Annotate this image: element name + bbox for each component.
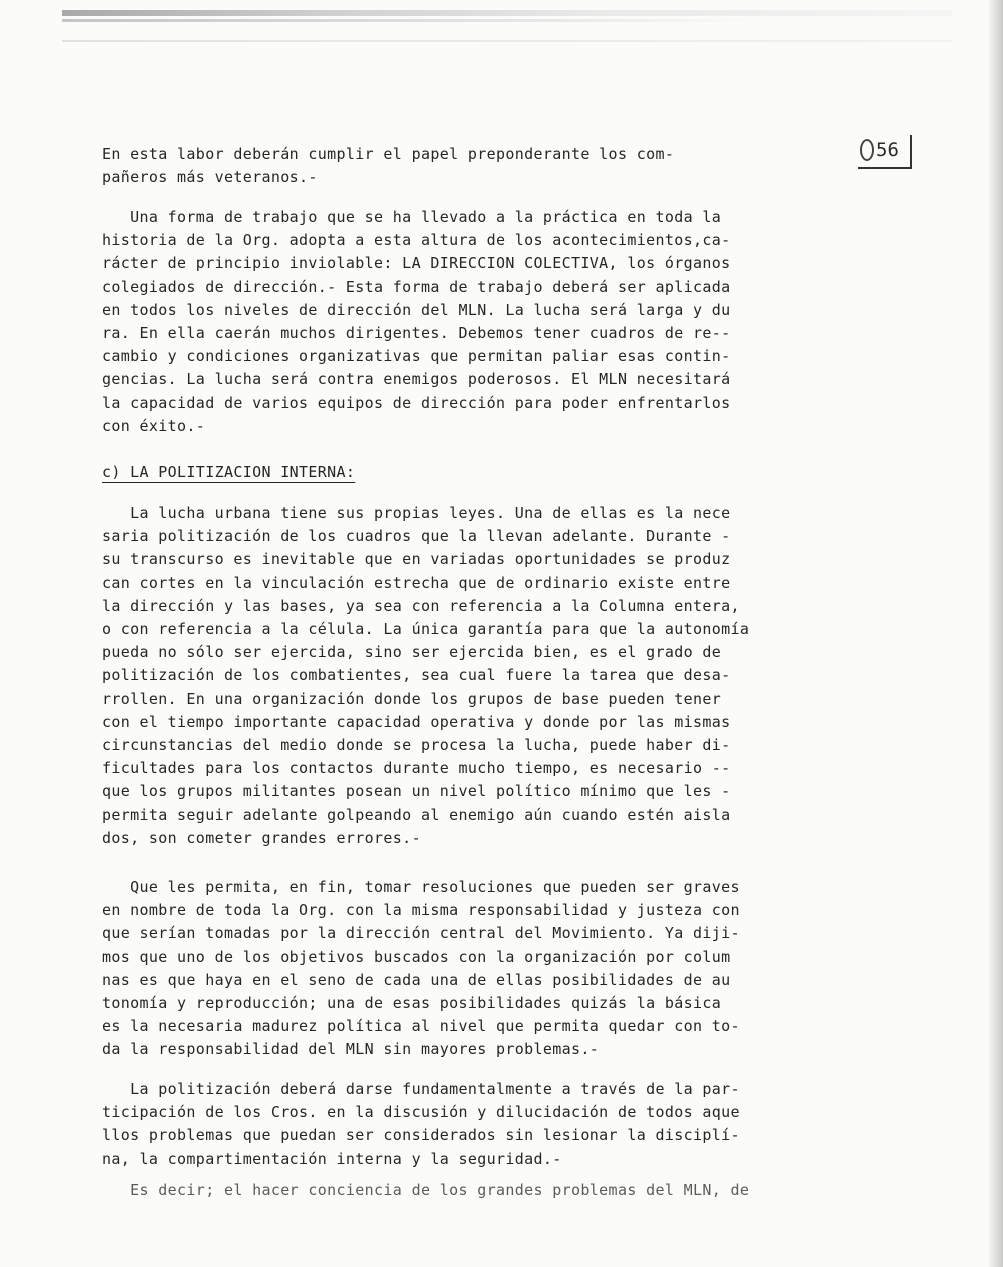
text-line: rácter de principio inviolable: LA DIRECCION COLECTIVA, los órganos	[102, 254, 731, 273]
text-line: en todos los niveles de dirección del MLN. La lucha será larga y du	[102, 300, 731, 319]
page-number-text: 56	[876, 139, 899, 161]
text-line: su transcurso es inevitable que en variadas oportunidades se produz	[102, 550, 731, 569]
paragraph-3	[102, 502, 912, 850]
text-line: La lucha urbana tiene sus propias leyes. Una de ellas es la nece	[102, 504, 731, 522]
text-line: ticipación de los Cros. en la discusión y dilucidación de todos aque	[102, 1103, 740, 1122]
paragraph-2	[102, 206, 912, 438]
text-line: can cortes en la vinculación estrecha que de ordinario existe entre	[102, 573, 731, 592]
text-line: da la responsabilidad del MLN sin mayores problemas.-	[102, 1040, 600, 1059]
text-line: que los grupos militantes posean un nivel político mínimo que les -	[102, 782, 731, 801]
text-line: es la necesaria madurez política al nivel que permita quedar con to-	[102, 1017, 740, 1036]
text-line: cambio y condiciones organizativas que permitan paliar esas contin-	[102, 347, 731, 366]
scan-right-edge	[989, 0, 1003, 1267]
text-line: tonomía y reproducción; una de esas posibilidades quizás la básica	[102, 994, 722, 1013]
text-line: llos problemas que puedan ser considerados sin lesionar la disciplí-	[102, 1126, 740, 1145]
text-line: con éxito.-	[102, 416, 206, 435]
scan-edge-shadow	[62, 10, 952, 16]
text-line: en nombre de toda la Org. con la misma responsabilidad y justeza con	[102, 901, 740, 920]
text-line: historia de la Org. adopta a esta altura de los acontecimientos,ca-	[102, 231, 731, 250]
text-line: pañeros más veteranos.-	[102, 168, 318, 187]
text-line: gencias. La lucha será contra enemigos poderosos. El MLN necesitará	[102, 370, 731, 389]
text-line: colegiados de dirección.- Esta forma de trabajo deberá ser aplicada	[102, 277, 731, 296]
section-heading: c) LA POLITIZACION INTERNA:	[102, 463, 356, 481]
text-line: rrollen. En una organización donde los grupos de base pueden tener	[102, 689, 722, 708]
text-line: na, la compartimentación interna y la seguridad.-	[102, 1149, 562, 1168]
paragraph-6	[102, 1179, 912, 1202]
text-line: Que les permita, en fin, tomar resoluciones que pueden ser graves	[102, 878, 740, 896]
text-line: La politización deberá darse fundamentalmente a través de la par-	[102, 1080, 740, 1098]
text-line: mos que uno de los objetivos buscados con la organización por colum	[102, 947, 731, 966]
text-line: dos, son cometer grandes errores.-	[102, 828, 421, 847]
text-line: Es decir; el hacer conciencia de los grandes problemas del MLN, de	[102, 1181, 750, 1199]
text-line: permita seguir adelante golpeando al enemigo aún cuando estén aisla	[102, 805, 731, 824]
text-line: politización de los combatientes, sea cual fuere la tarea que desa-	[102, 666, 731, 685]
text-line: pueda no sólo ser ejercida, sino ser ejercida bien, es el grado de	[102, 643, 722, 662]
text-line: En esta labor deberán cumplir el papel preponderante los com-	[102, 145, 675, 163]
text-line: que serían tomadas por la dirección central del Movimiento. Ya diji-	[102, 924, 740, 943]
text-line: o con referencia a la célula. La única garantía para que la autonomía	[102, 620, 750, 639]
text-line: circunstancias del medio donde se procesa la lucha, puede haber di-	[102, 736, 731, 755]
text-line: la capacidad de varios equipos de dirección para poder enfrentarlos	[102, 393, 731, 412]
scan-edge-line	[62, 40, 952, 42]
text-line: nas es que haya en el seno de cada una de ellas posibilidades de au	[102, 970, 731, 989]
paragraph-4	[102, 876, 912, 1062]
scan-edge-shadow-secondary	[62, 19, 762, 22]
text-line: ficultades para los contactos durante mucho tiempo, es necesario --	[102, 759, 731, 778]
text-line: saria politización de los cuadros que la llevan adelante. Durante -	[102, 527, 731, 546]
text-line: Una forma de trabajo que se ha llevado a la práctica en toda la	[102, 208, 722, 226]
paragraph-1	[102, 143, 912, 189]
text-line: la dirección y las bases, ya sea con referencia a la Columna entera,	[102, 596, 740, 615]
paragraph-5	[102, 1078, 912, 1171]
text-line: ra. En ella caerán muchos dirigentes. Debemos tener cuadros de re--	[102, 324, 731, 343]
text-line: con el tiempo importante capacidad operativa y donde por las mismas	[102, 712, 731, 731]
